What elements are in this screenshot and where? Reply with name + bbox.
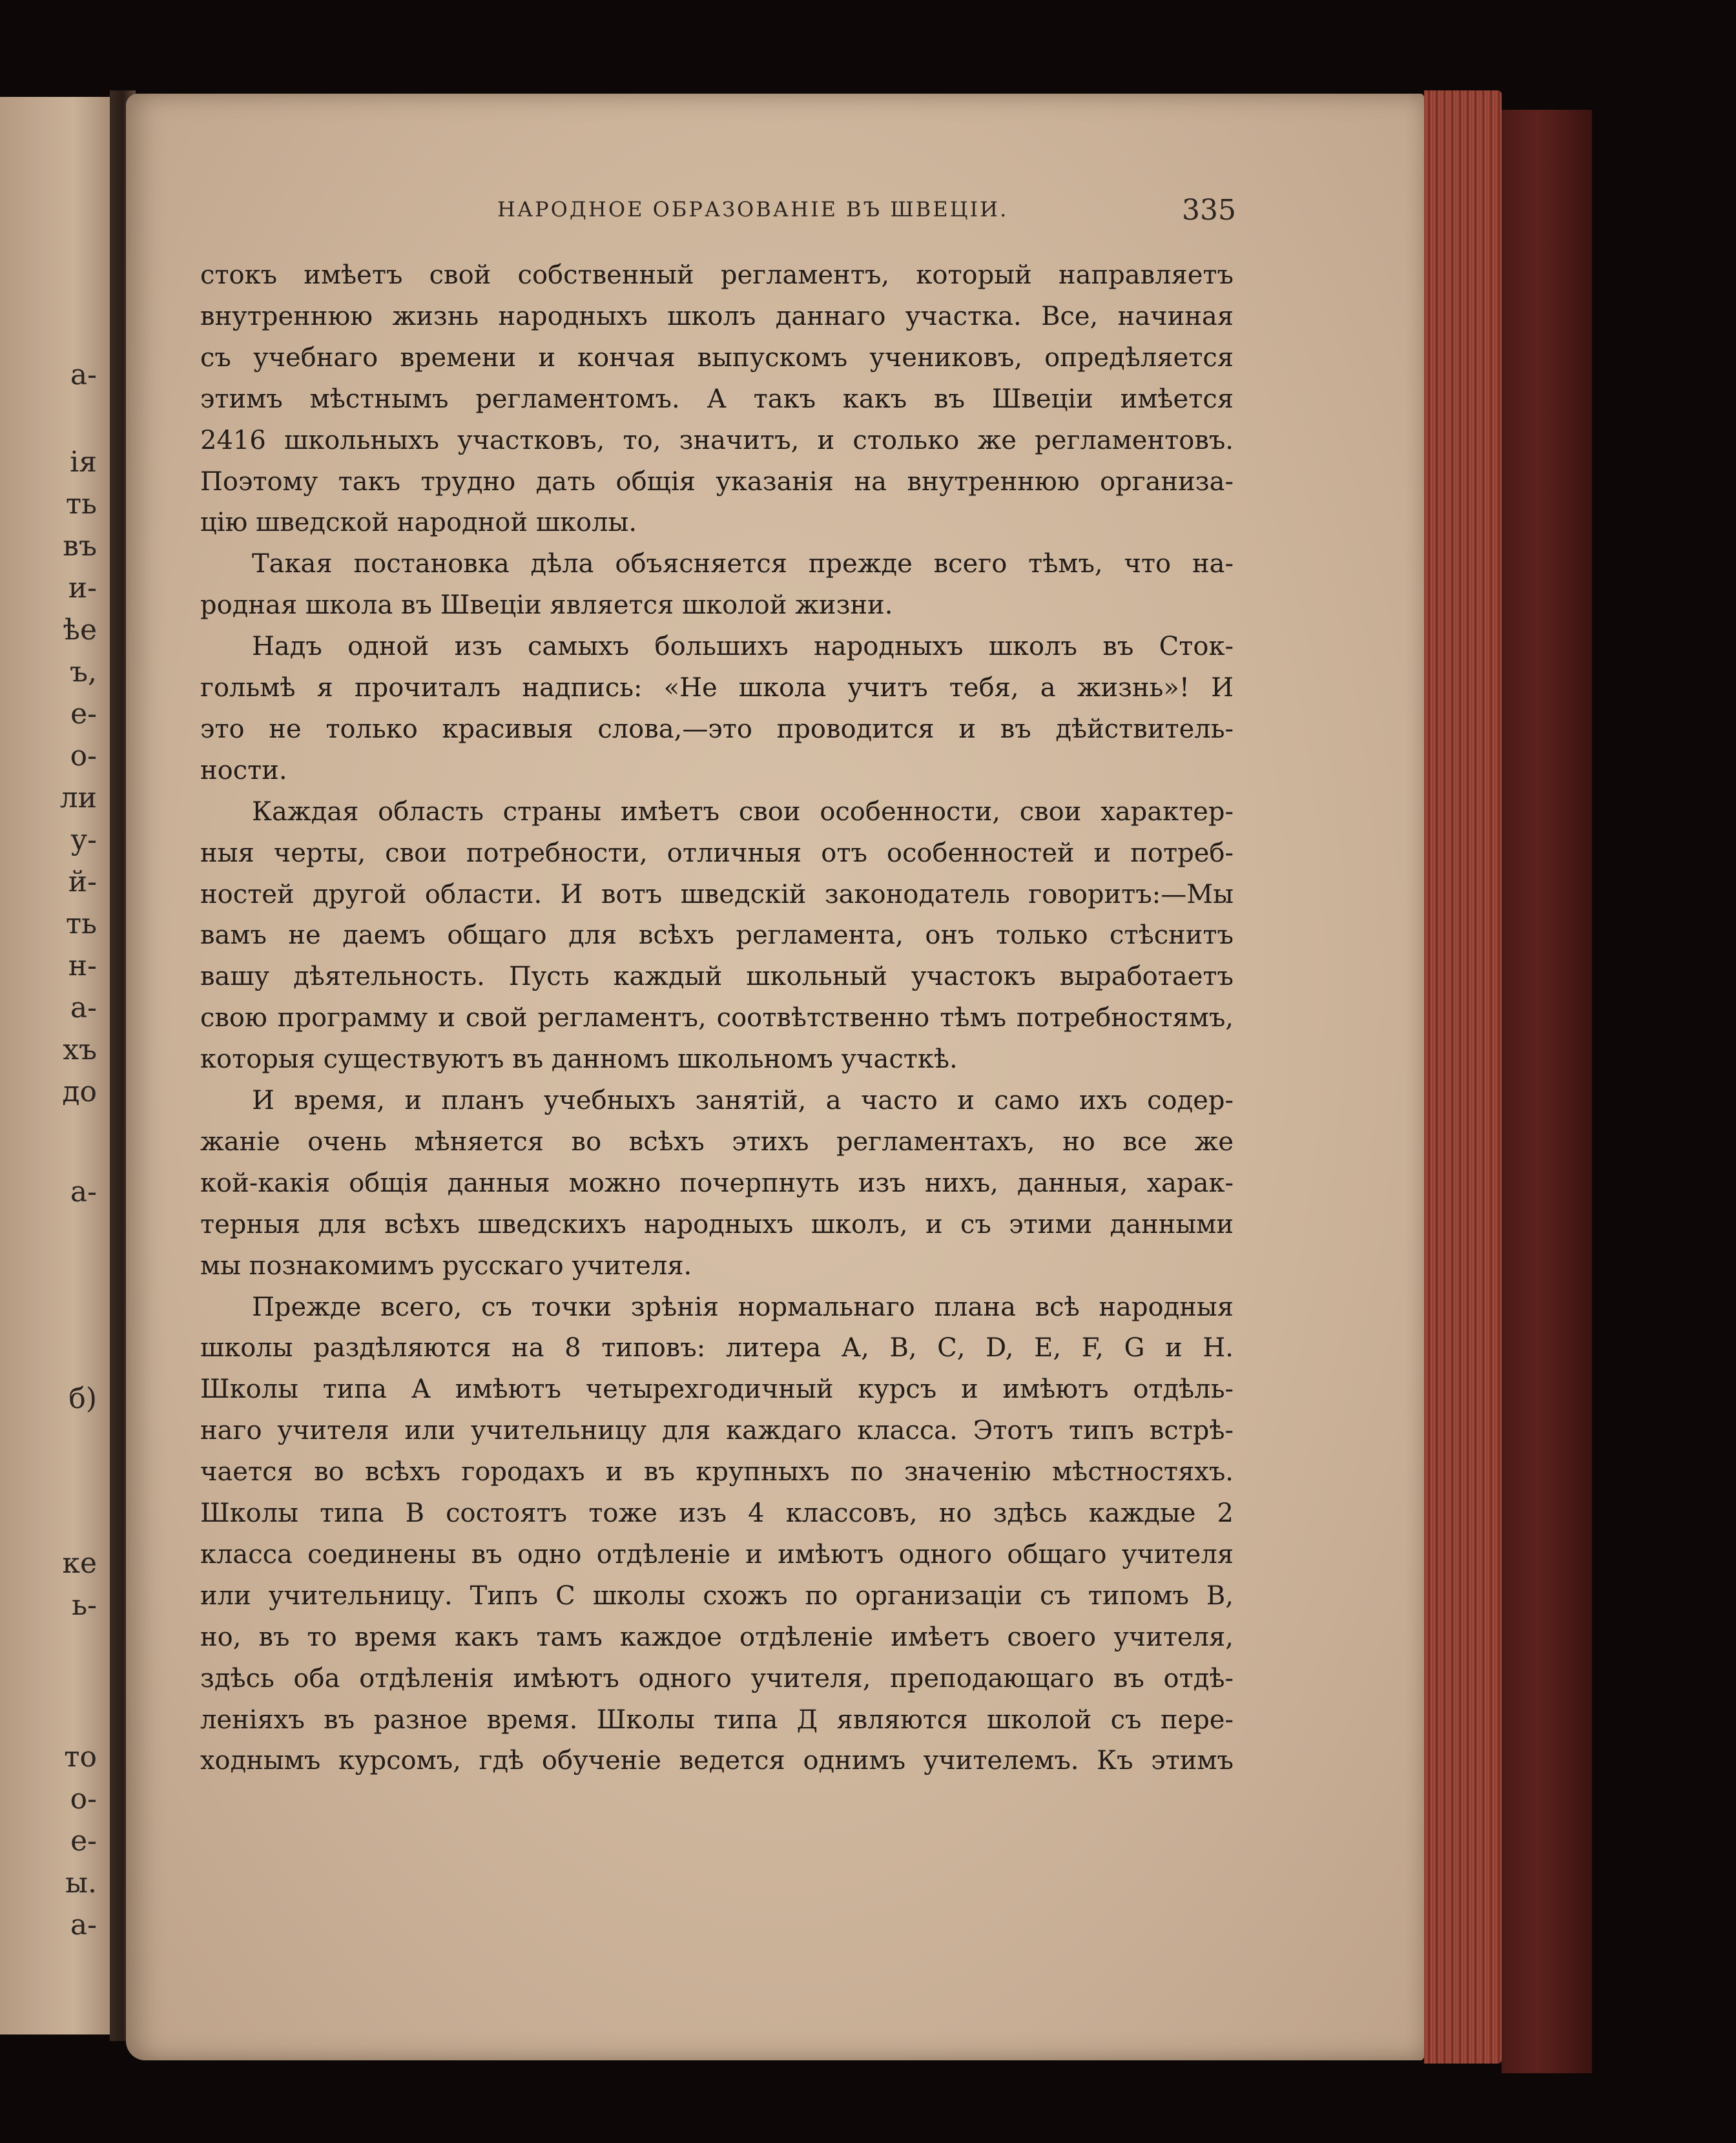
text-line: жаніе очень мѣняется во всѣхъ этихъ регламентахъ, но все же [200, 1127, 1234, 1157]
left-margin-fragment: ке [62, 1547, 97, 1580]
left-margin-fragment: въ [63, 530, 97, 563]
text-line: Такая постановка дѣла объясняется прежде всего тѣмъ, что на- [252, 549, 1234, 579]
text-line: наго учителя или учительницу для каждаго класса. Этотъ типъ встрѣ- [200, 1416, 1234, 1445]
left-margin-fragment: ть [65, 907, 97, 940]
text-line: леніяхъ въ разное время. Школы типа Д являются школой съ пере- [200, 1705, 1234, 1735]
text-line: которыя существуютъ въ данномъ школьномъ участкѣ. [200, 1044, 958, 1074]
text-line: внутреннюю жизнь народныхъ школъ даннаго участка. Все, начиная [200, 302, 1234, 331]
text-line: это не только красивыя слова,—это проводится и въ дѣйствитель- [200, 714, 1234, 744]
left-margin-fragment: а- [70, 991, 97, 1024]
text-line: родная школа въ Швеціи является школой жизни. [200, 590, 893, 620]
left-margin-fragment: ъ, [70, 656, 97, 688]
text-line: здѣсь оба отдѣленія имѣютъ одного учителя, преподающаго въ отдѣ- [200, 1664, 1234, 1693]
left-margin-fragment: е- [70, 698, 97, 730]
text-line: 2416 школьныхъ участковъ, то, значитъ, и столько же регламентовъ. [200, 426, 1234, 455]
text-line: кой-какія общія данныя можно почерпнуть изъ нихъ, данныя, харак- [200, 1168, 1234, 1198]
text-line: класса соединены въ одно отдѣленіе и имѣютъ одного общаго учителя [200, 1540, 1234, 1569]
text-line: этимъ мѣстнымъ регламентомъ. А такъ какъ въ Швеціи имѣется [200, 384, 1234, 414]
text-line: Поэтому такъ трудно дать общія указанія на внутреннюю организа- [200, 467, 1234, 497]
left-margin-fragment: у- [70, 823, 97, 856]
left-margin-fragment: хъ [63, 1033, 97, 1066]
text-line: гольмѣ я прочиталъ надпись: «Не школа учитъ тебя, а жизнь»! И [200, 673, 1234, 703]
left-margin-fragment: до [62, 1075, 97, 1108]
text-line: ныя черты, свои потребности, отличныя отъ особенностей и потреб- [200, 838, 1234, 868]
text-line: ностей другой области. И вотъ шведскій законодатель говоритъ:—Мы [200, 880, 1234, 909]
page-edges [1424, 90, 1502, 2064]
text-line: ности. [200, 756, 287, 785]
text-line: вашу дѣятельность. Пусть каждый школьный участокъ выработаетъ [200, 962, 1234, 991]
left-facing-page [0, 97, 123, 2034]
text-line: школы раздѣляются на 8 типовъ: литера А, В, С, D, Е, F, G и Н. [200, 1333, 1234, 1363]
left-margin-fragment: ть [65, 488, 97, 521]
left-margin-fragment: и- [68, 572, 97, 605]
left-margin-fragment: о- [70, 740, 97, 772]
text-line: свою программу и свой регламентъ, соотвѣтственно тѣмъ потребностямъ, [200, 1003, 1234, 1033]
left-margin-fragment: ія [70, 446, 97, 479]
left-margin-fragment: ѣе [63, 614, 97, 647]
book-cover-edge [1502, 110, 1592, 2073]
text-line: Школы типа А имѣютъ четырехгодичный курсъ и имѣютъ отдѣль- [200, 1374, 1234, 1404]
left-margin-fragment: б) [68, 1382, 97, 1415]
left-margin-fragment: ы. [65, 1867, 97, 1900]
text-line: Школы типа В состоятъ тоже изъ 4 классовъ, но здѣсь каждые 2 [200, 1498, 1234, 1528]
text-line: Каждая область страны имѣетъ свои особенности, свои характер- [252, 797, 1234, 827]
text-line: но, въ то время какъ тамъ каждое отдѣленіе имѣетъ своего учителя, [200, 1622, 1234, 1652]
text-line: терныя для всѣхъ шведскихъ народныхъ школъ, и съ этими данными [200, 1210, 1234, 1239]
left-margin-fragment: а- [70, 358, 97, 391]
left-margin-fragment: н- [68, 949, 97, 982]
text-line: И время, и планъ учебныхъ занятій, а часто и само ихъ содер- [252, 1086, 1234, 1115]
text-line: чается во всѣхъ городахъ и въ крупныхъ по значенію мѣстностяхъ. [200, 1457, 1234, 1487]
text-line: съ учебнаго времени и кончая выпускомъ учениковъ, опредѣляется [200, 343, 1234, 373]
left-margin-fragment: а- [70, 1909, 97, 1941]
left-margin-fragment: й- [68, 865, 97, 898]
left-margin-fragment: о- [70, 1783, 97, 1816]
text-line: стокъ имѣетъ свой собственный регламентъ, который направляетъ [200, 260, 1234, 290]
text-line: ходнымъ курсомъ, гдѣ обученіе ведется однимъ учителемъ. Къ этимъ [200, 1746, 1234, 1775]
text-line: Прежде всего, съ точки зрѣнія нормальнаго плана всѣ народныя [252, 1292, 1234, 1322]
text-line: цію шведской народной школы. [200, 508, 637, 537]
running-header: НАРОДНОЕ ОБРАЗОВАНІЕ ВЪ ШВЕЦІИ. [497, 197, 1009, 222]
text-line: вамъ не даемъ общаго для всѣхъ регламента, онъ только стѣснитъ [200, 920, 1234, 950]
left-margin-fragment: ли [59, 782, 97, 814]
text-line: мы познакомимъ русскаго учителя. [200, 1251, 692, 1281]
text-line: или учительницу. Типъ С школы схожъ по организаціи съ типомъ В, [200, 1581, 1234, 1611]
text-line: Надъ одной изъ самыхъ большихъ народныхъ школъ въ Сток- [252, 632, 1234, 661]
left-margin-fragment: ь- [72, 1589, 97, 1622]
left-margin-fragment: а- [70, 1175, 97, 1208]
left-margin-fragment: то [64, 1741, 97, 1774]
left-margin-fragment: е- [70, 1825, 97, 1858]
page-number: 335 [1182, 194, 1236, 227]
